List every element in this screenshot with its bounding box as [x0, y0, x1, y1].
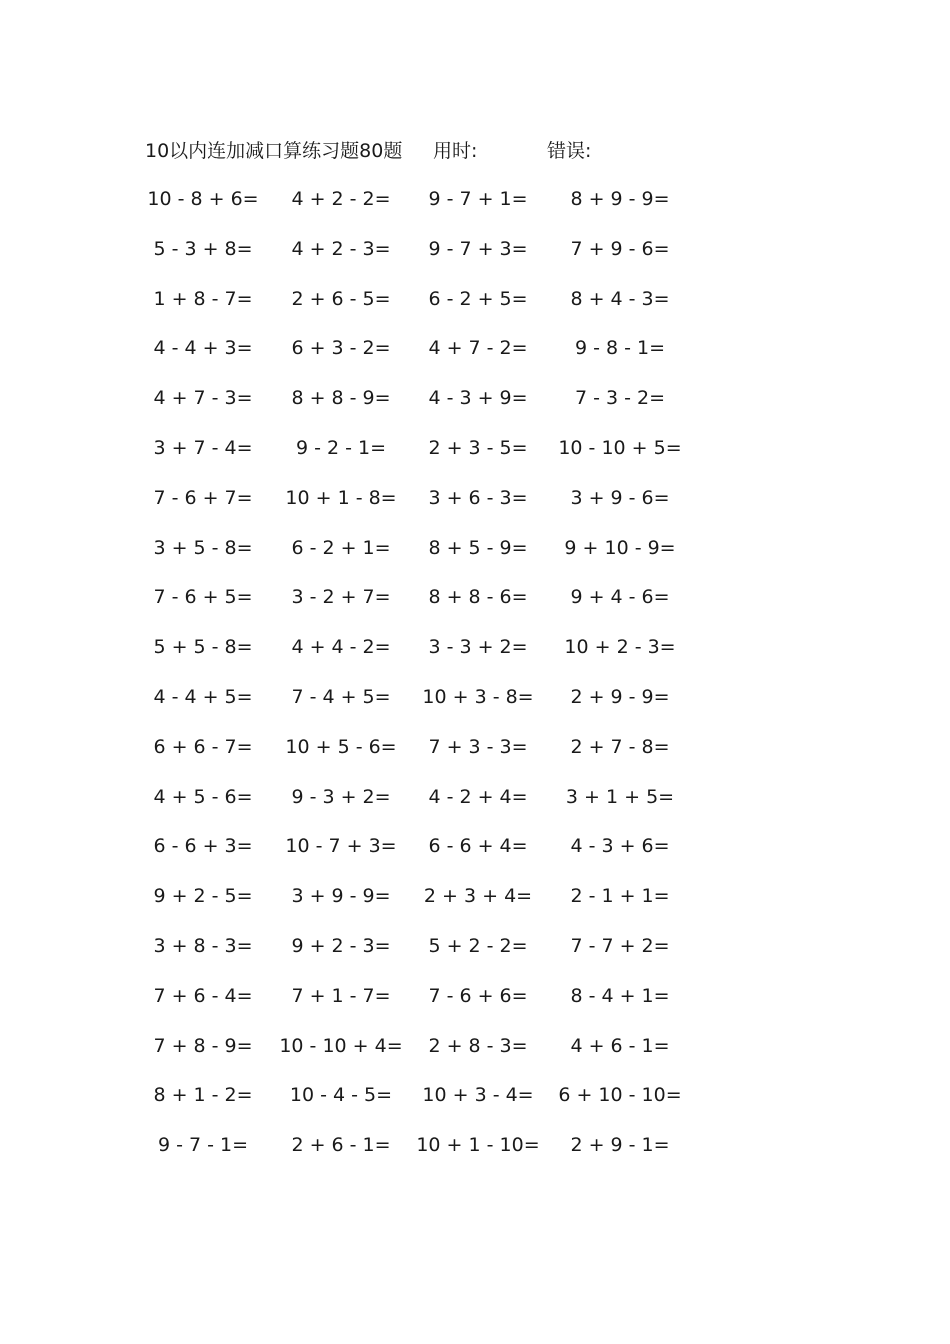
problem-row [0, 234, 950, 284]
problem-row [0, 632, 950, 682]
math-problem: 4 + 6 - 1= [570, 1034, 670, 1057]
problem-row [0, 881, 950, 931]
math-problem: 3 + 5 - 8= [153, 536, 253, 559]
problem-row [0, 333, 950, 383]
math-problem: 7 - 6 + 6= [428, 984, 528, 1007]
problem-row [0, 1031, 950, 1081]
math-problem: 5 + 2 - 2= [428, 934, 528, 957]
math-problem: 4 + 2 - 3= [291, 237, 391, 260]
math-problem: 2 + 7 - 8= [570, 735, 670, 758]
problem-row [0, 831, 950, 881]
math-problem: 1 + 8 - 7= [153, 287, 253, 310]
math-problem: 9 - 7 + 1= [428, 188, 528, 210]
math-problem: 4 + 7 - 3= [153, 387, 253, 410]
problem-row [0, 284, 950, 334]
math-problem: 10 + 5 - 6= [285, 735, 397, 758]
math-problem: 4 + 2 - 2= [291, 188, 391, 210]
math-problem: 10 + 2 - 3= [564, 636, 676, 659]
time-used-label: 用时: [433, 140, 478, 162]
math-problem: 9 - 3 + 2= [291, 785, 391, 808]
problem-row [0, 184, 950, 234]
math-problem: 10 + 1 - 8= [285, 486, 397, 509]
problem-row [0, 582, 950, 632]
worksheet-title: 10以内连加减口算练习题80题 [145, 140, 403, 162]
math-problem: 2 + 9 - 1= [570, 1134, 670, 1157]
problem-row [0, 1080, 950, 1130]
math-problem: 4 + 4 - 2= [291, 636, 391, 659]
math-problem: 3 - 3 + 2= [428, 636, 528, 659]
math-problem: 10 - 4 - 5= [289, 1084, 393, 1107]
math-problem: 6 - 6 + 4= [428, 835, 528, 858]
math-problem: 7 + 8 - 9= [153, 1034, 253, 1057]
math-problem: 3 + 1 + 5= [565, 785, 675, 808]
math-problem: 3 + 9 - 6= [570, 486, 670, 509]
math-problem: 9 - 2 - 1= [295, 436, 387, 459]
math-problem: 7 - 3 - 2= [574, 387, 666, 410]
math-problem: 10 - 10 + 5= [558, 436, 682, 459]
problem-row [0, 931, 950, 981]
math-problem: 10 - 10 + 4= [279, 1034, 403, 1057]
math-problem: 9 + 10 - 9= [564, 536, 676, 559]
math-problem: 10 + 3 - 4= [422, 1084, 534, 1107]
math-problem: 8 + 5 - 9= [428, 536, 528, 559]
math-problem: 10 - 7 + 3= [285, 835, 397, 858]
math-problem: 4 + 5 - 6= [153, 785, 253, 808]
math-problem: 9 + 2 - 3= [291, 934, 391, 957]
math-problem: 7 - 6 + 5= [153, 586, 253, 609]
math-problem: 2 + 9 - 9= [570, 685, 670, 708]
problem-row [0, 533, 950, 583]
math-problem: 7 - 6 + 7= [153, 486, 253, 509]
math-problem: 6 - 6 + 3= [153, 835, 253, 858]
problem-row [0, 483, 950, 533]
math-problem: 7 + 6 - 4= [153, 984, 253, 1007]
math-problem: 4 - 4 + 3= [153, 337, 253, 360]
problem-row [0, 732, 950, 782]
math-problem: 6 - 2 + 1= [291, 536, 391, 559]
math-problem: 4 - 2 + 4= [428, 785, 528, 808]
problem-row [0, 981, 950, 1031]
math-problem: 3 + 8 - 3= [153, 934, 253, 957]
math-problem: 8 - 4 + 1= [570, 984, 670, 1007]
math-problem: 8 + 4 - 3= [570, 287, 670, 310]
math-problem: 6 + 6 - 7= [153, 735, 253, 758]
math-problem: 2 - 1 + 1= [570, 885, 670, 908]
problem-grid [0, 184, 950, 1180]
math-problem: 3 + 7 - 4= [153, 436, 253, 459]
math-problem: 6 + 3 - 2= [291, 337, 391, 360]
math-problem: 8 + 8 - 6= [428, 586, 528, 609]
math-problem: 2 + 8 - 3= [428, 1034, 528, 1057]
math-problem: 2 + 6 - 1= [291, 1134, 391, 1157]
math-problem: 10 - 8 + 6= [147, 188, 259, 210]
math-problem: 3 + 6 - 3= [428, 486, 528, 509]
math-problem: 5 + 5 - 8= [153, 636, 253, 659]
math-problem: 2 + 3 - 5= [428, 436, 528, 459]
math-problem: 4 - 3 + 9= [428, 387, 528, 410]
math-problem: 10 + 1 - 10= [416, 1134, 540, 1157]
math-problem: 3 + 9 - 9= [291, 885, 391, 908]
problem-row [0, 782, 950, 832]
math-problem: 7 - 4 + 5= [291, 685, 391, 708]
error-count-label: 错误: [547, 140, 592, 162]
math-problem: 7 + 1 - 7= [291, 984, 391, 1007]
math-problem: 9 + 4 - 6= [570, 586, 670, 609]
math-problem: 8 + 8 - 9= [291, 387, 391, 410]
math-problem: 2 + 6 - 5= [291, 287, 391, 310]
math-problem: 6 - 2 + 5= [428, 287, 528, 310]
math-problem: 9 + 2 - 5= [153, 885, 253, 908]
math-problem: 5 - 3 + 8= [153, 237, 253, 260]
problem-row [0, 433, 950, 483]
math-problem: 10 + 3 - 8= [422, 685, 534, 708]
problem-row [0, 682, 950, 732]
math-problem: 9 - 7 + 3= [428, 237, 528, 260]
math-problem: 3 - 2 + 7= [291, 586, 391, 609]
math-problem: 4 + 7 - 2= [428, 337, 528, 360]
math-problem: 7 - 7 + 2= [570, 934, 670, 957]
math-problem: 7 + 9 - 6= [570, 237, 670, 260]
math-problem: 7 + 3 - 3= [428, 735, 528, 758]
math-problem: 6 + 10 - 10= [558, 1084, 682, 1107]
problem-row [0, 383, 950, 433]
math-problem: 8 + 9 - 9= [570, 188, 670, 210]
math-problem: 8 + 1 - 2= [153, 1084, 253, 1107]
problem-row [0, 1130, 950, 1180]
math-problem: 4 - 3 + 6= [570, 835, 670, 858]
math-problem: 2 + 3 + 4= [423, 885, 533, 908]
math-problem: 4 - 4 + 5= [153, 685, 253, 708]
math-problem: 9 - 7 - 1= [157, 1134, 249, 1157]
math-problem: 9 - 8 - 1= [574, 337, 666, 360]
